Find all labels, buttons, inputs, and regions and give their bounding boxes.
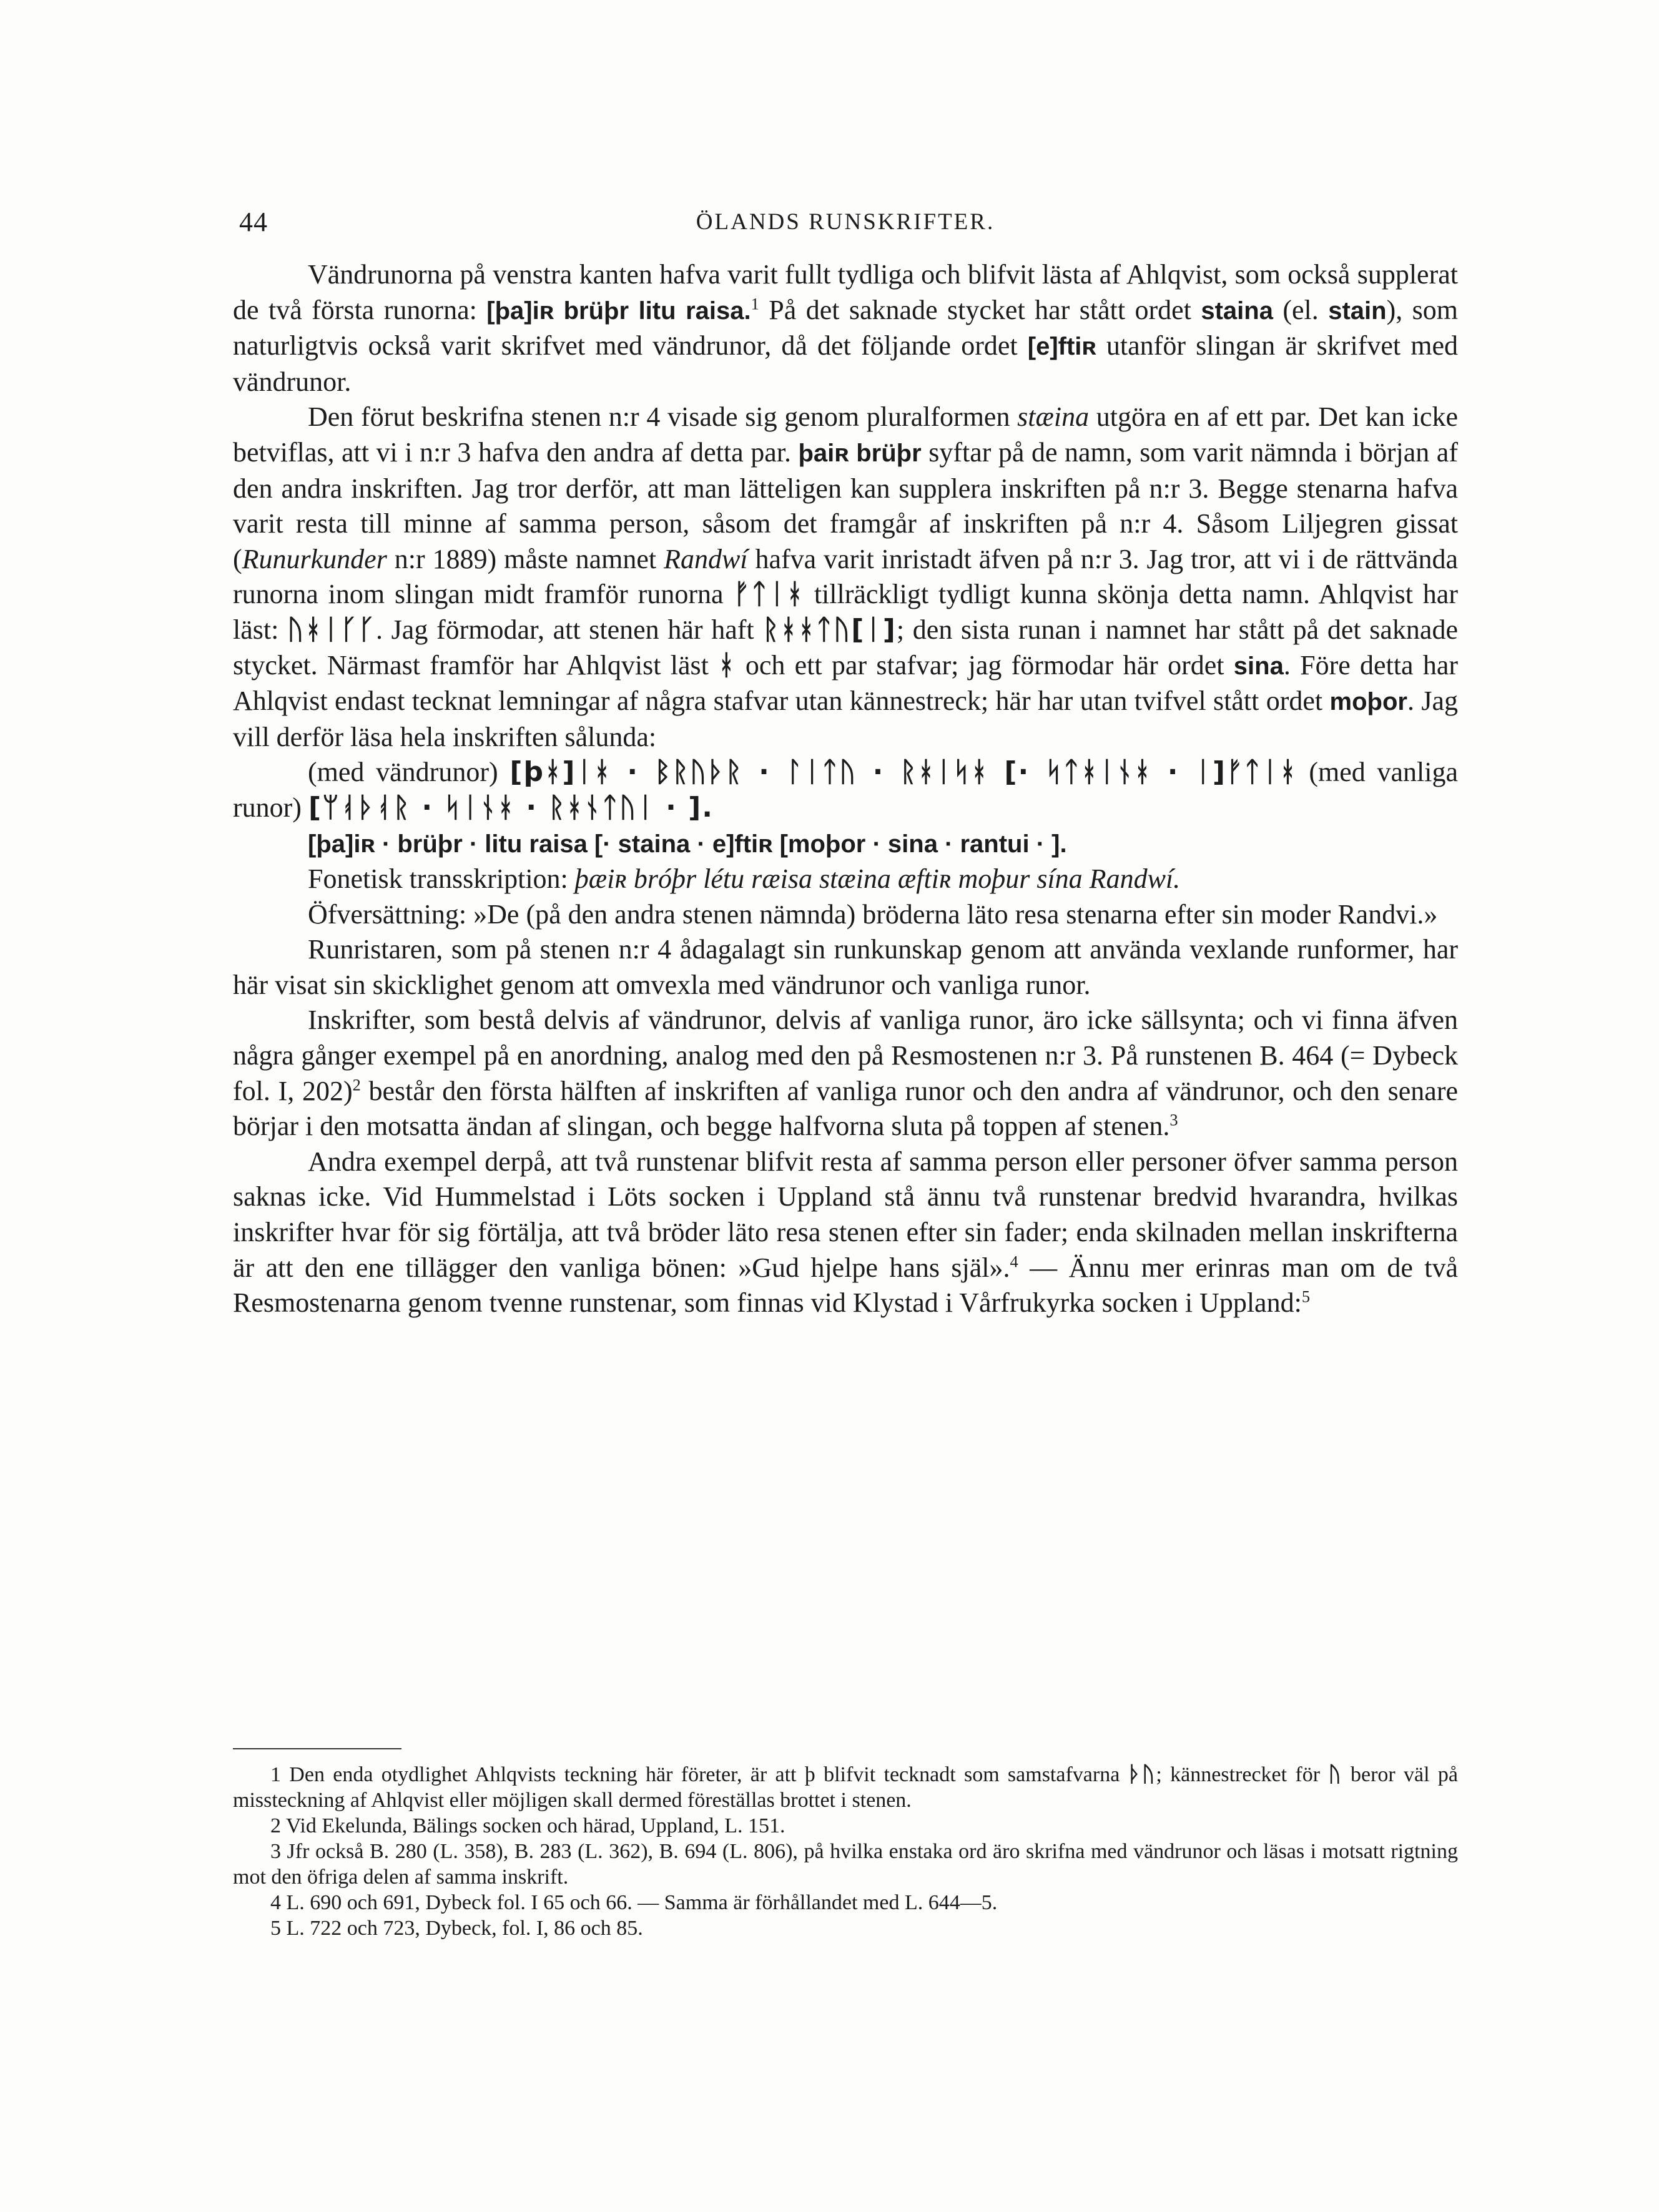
- text: L. 690 och 691, Dybeck fol. I 65 och 66. — Samma är förhållandet med L. 644—5.: [281, 1891, 998, 1914]
- inscription-reading: [þa]iʀ brüþr litu raisa.: [486, 297, 751, 325]
- title-runurkunder: Runurkunder: [242, 543, 387, 574]
- footnote-rule: [233, 1748, 401, 1749]
- inscription-transliteration: [233, 826, 1458, 862]
- word-sina: sina: [1233, 652, 1284, 680]
- text: Den förut beskrifna stenen n:r 4 visade sig genom pluralformen: [308, 401, 1018, 433]
- text: utanför slingan är skrifvet med vändrunor.: [233, 330, 1458, 397]
- text: ; den sista runan i namnet har stått på det saknade stycket. Närmast framför har Ahlqvist läst: [233, 614, 1458, 681]
- word-eftir: [e]ftiʀ: [1027, 333, 1096, 361]
- text: (med vändrunor): [308, 757, 510, 788]
- text: Fonetisk transskription:: [308, 863, 575, 895]
- footnote-ref-5: 5: [1301, 1287, 1311, 1306]
- text: Vid Ekelunda, Bälings socken och härad, Uppland, L. 151.: [281, 1814, 785, 1837]
- paragraph-5: [233, 1144, 1458, 1321]
- word-stain: stain: [1328, 297, 1387, 325]
- footnote-ref-2: 2: [352, 1075, 361, 1094]
- text: syftar på de namn, som varit nämnda i början af den andra inskriften. Jag tror derför, att man lätteligen kan supplera inskriften på n:r 3. Begge stenarna hafva varit resta till minne af samma person, såsom det framgår af inskriften på n:r 4. Såsom Liljegren gissat (: [233, 436, 1458, 574]
- inscription-runes: [233, 755, 1458, 825]
- footnote-3: [233, 1839, 1458, 1890]
- paragraph-2: [233, 400, 1458, 755]
- paragraph-1: [233, 257, 1458, 400]
- runes-2: ᚢᚼᛁᚴᚴ: [287, 613, 376, 646]
- text: Den enda otydlighet Ahlqvists teckning här företer, är att þ blifvit tecknadt som samstafvarna: [281, 1763, 1128, 1786]
- word-staeina: stæina: [1017, 401, 1090, 433]
- text: — Ännu mer erinras man om de två Resmostenarna genom tvenne runstenar, som finnas vid Klystad i Vårfrukyrka socken i Uppland:: [233, 1252, 1459, 1319]
- runes-4: ᚼ: [718, 649, 736, 681]
- name-randwi: Randwí: [664, 543, 748, 574]
- footnote-1: [233, 1762, 1458, 1813]
- runes-fn-1: ᚦᚢ: [1128, 1762, 1156, 1787]
- page-number: 44: [239, 207, 268, 237]
- text: L. 722 och 723, Dybeck, fol. I, 86 och 85.: [281, 1917, 643, 1940]
- translation: [233, 897, 1458, 933]
- word-thair-bruthr: þaiʀ brüþr: [798, 439, 922, 467]
- text: På det saknade stycket har stått ordet: [759, 294, 1201, 325]
- phonetic-transcription: [233, 862, 1458, 897]
- runes-inscription-2: [ᛘᚮᚦᚮᚱ · ᛋᛁᚾᚼ · ᚱᚼᚾᛏᚢᛁ · ].: [308, 791, 714, 823]
- runes-inscription-1: [þᚼ]ᛁᚼ · ᛒᚱᚢᚦᚱ · ᛚᛁᛏᚢ · ᚱᚼᛁᛋᚼ [· ᛋᛏᚼᛁᚾᚼ · ᛁ]ᚠᛏᛁᚼ: [510, 756, 1297, 789]
- runes-3: ᚱᚼᚼᛏᚢ[ᛁ]: [762, 613, 897, 646]
- text: Vändrunorna på venstra kanten hafva varit fullt tydliga och blifvit lästa af Ahlqvist, som också supplerat de två första runorna:: [233, 259, 1458, 325]
- text: beror väl på missteckning af Ahlqvist eller möjligen skall dermed föreställas brottet i stenen.: [233, 1763, 1458, 1812]
- footnote-ref-3: 3: [1169, 1110, 1178, 1129]
- footnote-number: 5: [270, 1917, 281, 1940]
- page-header: [233, 206, 1458, 243]
- footnote-number: 1: [270, 1763, 281, 1786]
- runes-fn-2: ᚢ: [1328, 1762, 1342, 1787]
- footnote-5: [233, 1915, 1458, 1941]
- text: består den första hälften af inskriften af vanliga runor och den andra af vändrunor, och den senare börjar i den motsatta ändan af slingan, och begge halfvorna sluta på toppen af stenen.: [233, 1075, 1459, 1142]
- text: . Jag vill derför läsa hela inskriften sålunda:: [233, 686, 1459, 752]
- text: (med vanliga runor): [233, 757, 1458, 823]
- word-mothor: moþor: [1329, 688, 1407, 716]
- footnote-4: [233, 1890, 1458, 1915]
- text: och ett par stafvar; jag förmodar här ordet: [736, 649, 1234, 681]
- text: tillräckligt tydligt kunna skönja detta namn. Ahlqvist har läst:: [233, 579, 1458, 645]
- footnote-number: 2: [270, 1814, 281, 1837]
- running-title: ÖLANDS RUNSKRIFTER.: [696, 209, 995, 235]
- text: Inskrifter, som bestå delvis af vändrunor, delvis af vanliga runor, äro icke sällsynta; och vi finna äfven några gånger exempel på en anordning, analog med den på Resmostenen n:r 3. På runstenen B. 464 (= Dybeck fol. I, 202): [233, 1005, 1458, 1106]
- footnote-2: [233, 1813, 1458, 1839]
- text: ; kännestrecket för: [1156, 1763, 1329, 1786]
- word-staina: staina: [1201, 297, 1273, 325]
- footnote-ref-1: 1: [751, 293, 759, 313]
- text: (el.: [1273, 294, 1329, 325]
- text: n:r 1889) måste namnet: [386, 543, 664, 574]
- text: utgöra en af ett par. Det kan icke betviflas, att vi i n:r 3 hafva den andra af detta par.: [233, 401, 1458, 468]
- text: Öfversättning: »De (på den andra stenen nämnda) bröderna läto resa stenarna efter sin moder Randvi.»: [308, 898, 1438, 930]
- footnote-ref-4: 4: [1010, 1251, 1018, 1271]
- paragraph-4: [233, 1003, 1458, 1144]
- text: Andra exempel derpå, att två runstenar blifvit resta af samma person eller personer öfver samma person saknas icke. Vid Hummelstad i Löts socken i Uppland stå ännu två runstenar bredvid hvarandra, hvilkas inskrifter hvar för sig förtälja, att två bröder läto resa stenen efter sin fader; enda skilnaden mellan inskrifterna är att den ene tillägger den vanliga bönen: »Gud hjelpe hans själ».: [233, 1146, 1458, 1283]
- text: . Före detta har Ahlqvist endast tecknat lemningar af några stafvar utan kännestreck; här har utan tvifvel stått ordet: [233, 649, 1459, 717]
- text: ), som naturligtvis också varit skrifvet med vändrunor, då det följande ordet: [233, 294, 1459, 361]
- text: Jfr också B. 280 (L. 358), B. 283 (L. 362), B. 694 (L. 806), på hvilka enstaka ord äro skrifna med vändrunor och läsas i motsatt rigtning mot den öfriga delen af samma inskrift.: [233, 1840, 1458, 1889]
- runes-1: ᚠᛏᛁᚼ: [733, 578, 804, 611]
- text: . Jag förmodar, att stenen här haft: [376, 614, 763, 645]
- footnotes: [233, 1762, 1458, 1941]
- paragraph-3: Runristaren, som på stenen n:r 4 ådagalagt sin runkunskap genom att använda vexlande runformer, har här visat sin skicklighet genom att omvexla med vändrunor och vanliga runor.: [233, 934, 1458, 1000]
- footnote-number: 4: [270, 1891, 281, 1914]
- transcription: þæiʀ bróþr létu ræisa stæina æftiʀ moþur sína Randwí.: [574, 863, 1181, 895]
- transliteration: [þa]iʀ · brüþr · litu raisa [· staina · e]ftiʀ [moþor · sina · rantui · ].: [308, 830, 1067, 858]
- main-text: [233, 257, 1458, 1321]
- footnote-number: 3: [270, 1840, 281, 1863]
- text: hafva varit inristadt äfven på n:r 3. Jag tror, att vi i de rättvända runorna inom slingan midt framför runorna: [233, 543, 1459, 610]
